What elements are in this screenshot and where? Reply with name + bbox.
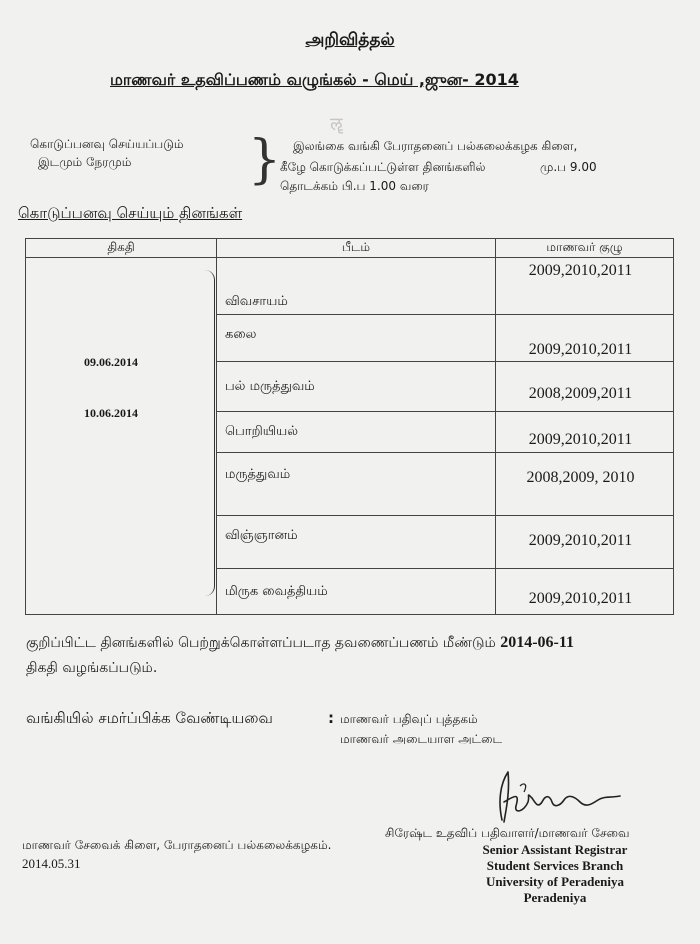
footer-date: 2014.05.31 [22,856,81,871]
place-time-label-line1: கொடுப்பனவு செய்யப்படும் [30,137,184,151]
batch-cell: 2009,2010,2011 [496,569,674,615]
late-note-date: 2014-06-11 [500,634,574,651]
batch-cell: 2009,2010,2011 [496,315,674,362]
column-header-date: திகதி [26,239,217,258]
place-time-detail-line3: தொடக்கம் பி.ப 1.00 வரை [280,179,429,193]
batch-cell: 2009,2010,2011 [496,412,674,453]
late-note-text: குறிப்பிட்ட தினங்களில் பெற்றுக்கொள்ளப்படாத தவணைப்பணம் மீண்டும் [26,635,496,651]
faculty-cell: மிருக வைத்தியம் [217,569,496,615]
place-time-detail-line2: கீழே கொடுக்கப்பட்டுள்ள தினங்களில் [280,160,486,174]
faculty-cell: பொறியியல் [217,412,496,453]
signatory-line: Senior Assistant Registrar [482,842,628,857]
place-time-detail-line1: இலங்கை வங்கி பேராதனைப் பல்கலைக்கழக கிளை, [293,139,578,153]
table-row [26,258,674,315]
column-header-batch: மாணவர் குழு [496,239,674,258]
documents-separator: : [328,709,334,727]
documents-label: வங்கியில் சமர்ப்பிக்க வேண்டியவை [26,709,273,727]
notice-title: அறிவித்தல் [305,30,395,50]
faculty-cell: பல் மருத்துவம் [217,362,496,412]
signatory-line: University of Peradeniya [486,874,624,889]
batch-cell: 2008,2009,2011 [496,362,674,412]
document-item-2: மாணவர் அடையாள அட்டை [340,732,502,746]
batch-cell: 2009,2010,2011 [496,258,674,315]
notice-subtitle: மாணவர் உதவிப்பணம் வழுங்கல் - மெய் ,ஜுன- 2014 [110,70,519,89]
place-time-brace: } [248,130,282,190]
document-item-1: மாணவர் பதிவுப் புத்தகம் [340,712,478,726]
faculty-cell: விவசாயம் [217,258,496,315]
faculty-cell: மருத்துவம் [217,453,496,516]
payment-date-2: 10.06.2014 [84,406,138,420]
batch-cell: 2009,2010,2011 [496,516,674,569]
signatory-line: Peradeniya [523,890,587,905]
signature-image [480,762,640,832]
late-payment-note [26,634,574,653]
late-note-text-after: திகதி வழங்கப்படும். [26,660,158,676]
date-cell [26,258,217,615]
footer-branch: மாணவர் சேவைக் கிளை, பேராதனைப் பல்கலைக்கழகம். [22,838,332,852]
column-header-faculty: பீடம் [217,239,496,258]
payment-days-heading: கொடுப்பனவு செய்யும் தினங்கள் [18,204,243,222]
bleed-through-mark: ॡ [330,114,343,135]
signatory-line: Student Services Branch [486,858,624,873]
faculty-cell: கலை [217,315,496,362]
payment-days-table [25,238,674,615]
signatory-block [440,842,670,906]
place-time-label-line2: இடமும் நேரமும் [38,155,132,169]
table-header-row [26,239,674,258]
payment-date-1: 09.06.2014 [84,355,138,369]
batch-cell: 2008,2009, 2010 [496,453,674,516]
faculty-cell: விஞ்ஞானம் [217,516,496,569]
dates-brace [200,270,215,596]
signatory-tamil-title: சிரேஷ்ட உதவிப் பதிவாளர்/மாணவர் சேவை [385,826,630,840]
place-time-start-time: மு.ப 9.00 [540,160,597,174]
